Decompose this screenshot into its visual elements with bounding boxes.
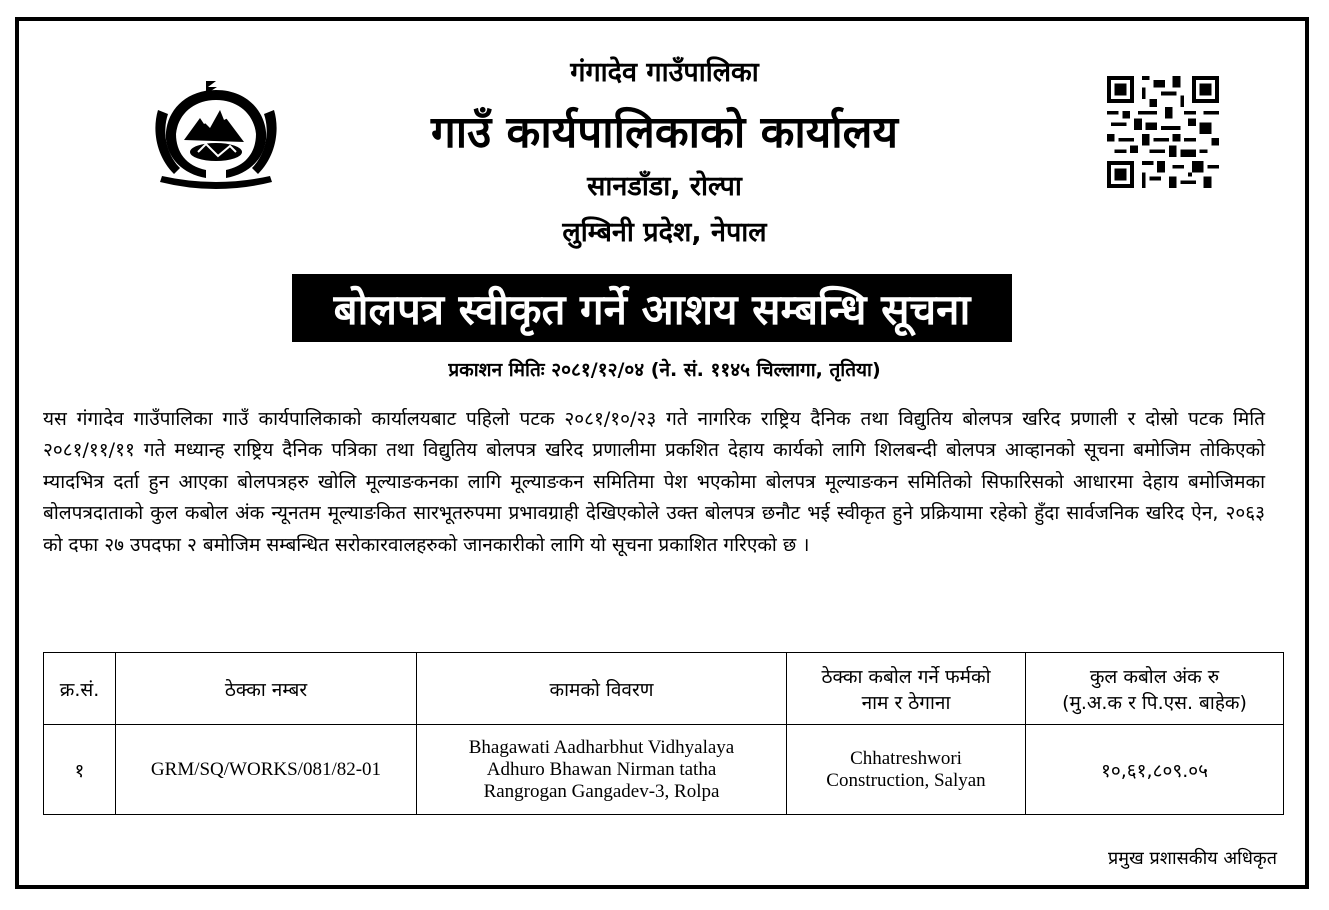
row-work-description — [417, 725, 787, 815]
header-firm — [787, 653, 1026, 725]
municipality-name: गंगादेव गाउँपालिका — [570, 57, 759, 88]
firm-line: Chhatreshwori — [850, 747, 962, 769]
description-line: Bhagawati Aadharbhut Vidhyalaya — [468, 736, 735, 758]
award-table — [43, 652, 1284, 815]
header-firm-line1: ठेक्का कबोल गर्ने फर्मको — [821, 665, 991, 688]
header-firm-line2: नाम र ठेगाना — [861, 691, 951, 714]
description-line: Adhuro Bhawan Nirman tatha — [486, 758, 717, 780]
header-amount-line1: कुल कबोल अंक रु — [1089, 665, 1220, 688]
header-amount — [1026, 653, 1284, 725]
header-amount-line2: (मु.अ.क र पि.एस. बाहेक) — [1062, 691, 1247, 714]
row-contract-number: GRM/SQ/WORKS/081/82-01 — [116, 725, 417, 815]
notice-title: बोलपत्र स्वीकृत गर्ने आशय सम्बन्धि सूचना — [292, 274, 1012, 342]
firm-line: Construction, Salyan — [826, 769, 986, 791]
header-contract-number: ठेक्का नम्बर — [116, 653, 417, 725]
publication-date: प्रकाशन मितिः २०८१/१२/०४ (ने. सं. ११४५ चिल्लागा, तृतिया) — [448, 359, 881, 381]
table-row — [44, 725, 1284, 815]
office-name: गाउँ कार्यपालिकाको कार्यालय — [430, 107, 899, 158]
notice-body: यस गंगादेव गाउँपालिका गाउँ कार्यपालिकाको कार्यालयबाट पहिलो पटक २०८१/१०/२३ गते नागरिक राष्ट्रिय दैनिक तथा विद्युतिय बोलपत्र खरिद प्रणाली र दोस्रो पटक मिति २०८१/११/११ गते मध्यान्ह राष्ट्रिय दैनिक पत्रिका तथा विद्युतिय बोलपत्र खरिद प्रणालीमा प्रकशित देहाय कार्यको लागि शिलबन्दी बोलपत्र आव्हानको सूचना बमोजिम तोकिएको म्यादभित्र दर्ता हुन आएका बोलपत्रहरु खोलि मूल्याङकनका लागि मूल्याङकन समितिमा पेश भएकोमा बोलपत्र मूल्याङकन समितिको सिफारिसको आधारमा देहाय बमोजिमका बोलपत्रदाताको कुल कबोल अंक न्यूनतम मूल्याङकित सारभूतरुपमा प्रभावग्राही देखिएकोले उक्त बोलपत्र छनौट भई स्वीकृत हुने प्रक्रियामा रहेको हुँदा सार्वजनिक खरिद ऐन, २०६३ को दफा २७ उपदफा २ बमोजिम सम्बन्धित सरोकारवालहरुको जानकारीको लागि यो सूचना प्रकाशित गरिएको छ । — [43, 408, 1265, 556]
signatory-title: प्रमुख प्रशासकीय अधिकृत — [1108, 848, 1277, 869]
header-work-description: कामको विवरण — [417, 653, 787, 725]
row-amount: १०,६१,८०९.०५ — [1026, 725, 1284, 815]
header-serial: क्र.सं. — [44, 653, 116, 725]
row-firm — [787, 725, 1026, 815]
office-province: लुम्बिनी प्रदेश, नेपाल — [562, 217, 767, 248]
description-line: Rangrogan Gangadev-3, Rolpa — [483, 780, 720, 802]
office-location: सानडाँडा, रोल्पा — [587, 171, 742, 202]
table-header-row — [44, 653, 1284, 725]
row-serial: १ — [44, 725, 116, 815]
